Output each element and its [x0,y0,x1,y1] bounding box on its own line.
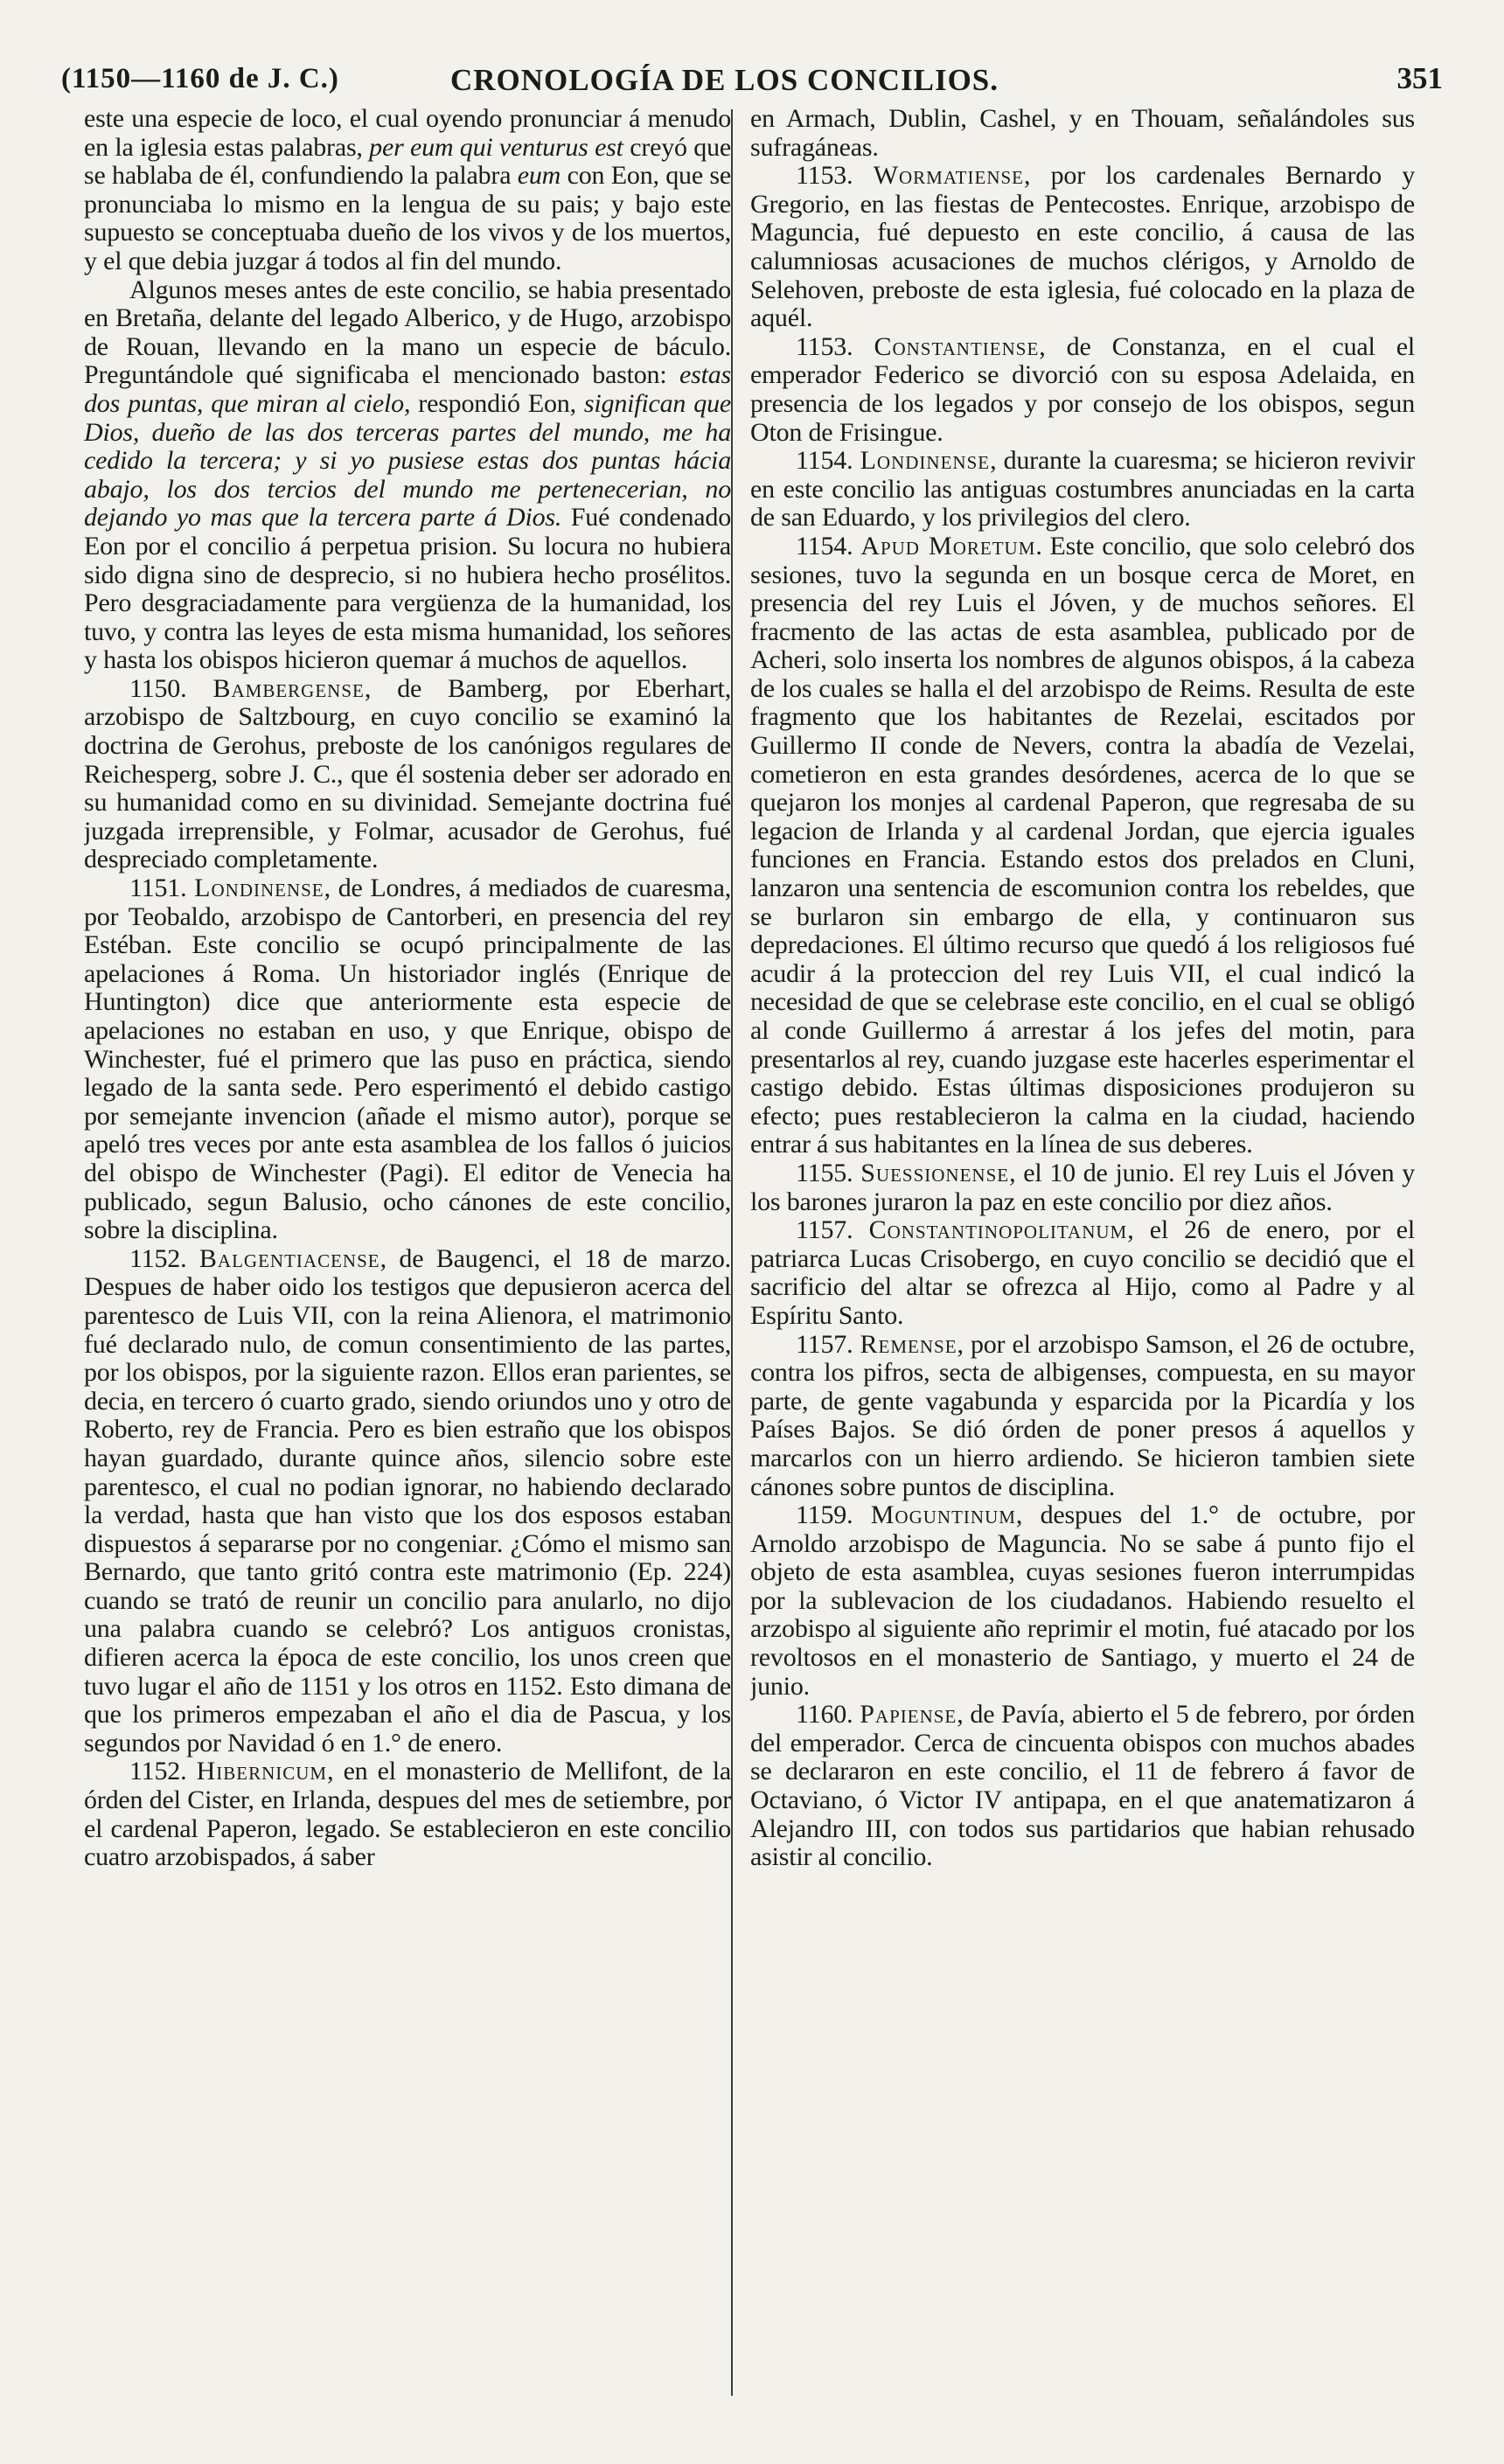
header-date-range: (1150—1160 de J. C.) [61,63,339,94]
entry-1153-wormatiense: 1153. Wormatiense, por los cardenales Bernardo y Gregorio, en las fiestas de Pentecostes. Enrique, arzobispo de Maguncia, fué depuesto en este concilio, á causa de las calumniosas acusaciones de muchos clérigos, y Arnoldo de Selehoven, preboste de esta iglesia, fué colocado en la plaza de aquél. [750,161,1415,333]
entry-1160: 1160. Papiense, de Pavía, abierto el 5 de febrero, por órden del emperador. Cerca de cincuenta obispos con muchos abades se declararon en este concilio, el 11 de febrero á favor de Octaviano, ó Victor IV antipapa, en el que anatematizaron á Alejandro III, con todos sus partidarios que habian rehusado asistir al concilio. [750,1700,1415,1872]
paragraph-continuation: en Armach, Dublin, Cashel, y en Thouam, señalándoles sus sufragáneas. [750,105,1415,162]
entry-1155: 1155. Suessionense, el 10 de junio. El rey Luis el Jóven y los barones juraron la paz en este concilio por diez años. [750,1158,1415,1216]
entry-1159: 1159. Moguntinum, despues del 1.° de octubre, por Arnoldo arzobispo de Maguncia. No se sabe á punto fijo el objeto de esta asamblea, cuyas sesiones fueron interrumpidas por la sublevacion de los ciudadanos. Habiendo resuelto el arzobispo al siguiente año reprimir el motin, fué atacado por los revoltosos en el monasterio de Santiago, y muerto el 24 de junio. [750,1500,1415,1701]
entry-1150: 1150. Bambergense, de Bamberg, por Eberhart, arzobispo de Saltzbourg, en cuyo concilio se examinó la doctrina de Gerohus, preboste de los canónigos regulares de Reichesperg, sobre J. C., que él sostenia deber ser adorado en su humanidad como en su divinidad. Semejante doctrina fué juzgada irreprensible, y Folmar, acusador de Gerohus, fué despreciado completamente. [84,673,731,874]
entry-1152-hibernicum: 1152. Hibernicum, en el monasterio de Mellifont, de la órden del Cister, en Irlanda, despues del mes de setiembre, por el cardenal Paperon, legado. Se establecieron en este concilio cuatro arzobispados, á saber [84,1757,731,1872]
paragraph-eon: Algunos meses antes de este concilio, se habia presentado en Bretaña, delante del legado Alberico, y de Hugo, arzobispo de Rouan, llevando en la mano un especie de báculo. Preguntándole qué significaba el mencionado baston: estas dos puntas, que miran al cielo, respondió Eon, significan que Dios, dueño de las dos terceras partes del mundo, me ha cedido la tercera; y si yo pusiese estas dos puntas hácia abajo, los dos tercios del mundo me pertenecerian, no dejando yo mas que la tercera parte á Dios. Fué condenado Eon por el concilio á perpetua prision. Su locura no hubiera sido digna sino de desprecio, si no hubiera hecho prosélitos. Pero desgraciadamente para vergüenza de la humanidad, los tuvo, y contra las leyes de esta misma humanidad, los señores y hasta los obispos hicieron quemar á muchos de aquellos. [84,275,731,675]
column-divider [731,109,733,2396]
paragraph-intro-continuation: este una especie de loco, el cual oyendo pronunciar á menudo en la iglesia estas palabras, per eum qui venturus est creyó que se hablaba de él, confundiendo la palabra eum con Eon, que se pronunciaba lo mismo en la lengua de su pais; y bajo este supuesto se conceptuaba dueño de los vivos y de los muertos, y el que debia juzgar á todos al fin del mundo. [84,105,731,275]
entry-1152-balgentiacense: 1152. Balgentiacense, de Baugenci, el 18 de marzo. Despues de haber oido los testigos que depusieron acerca del parentesco de Luis VII, con la reina Alienora, el matrimonio fué declarado nulo, de comun consentimiento de las partes, por los obispos, por la siguiente razon. Ellos eran parientes, se decia, en tercero ó cuarto grado, siendo oriundos uno y otro de Roberto, rey de Francia. Pero es bien estraño que los obispos hayan guardado, durante quince años, silencio sobre este parentesco, el cual no podian ignorar, no habiendo declarado la verdad, hasta que han visto que los dos esposos estaban dispuestos á separarse por no congeniar. ¿Cómo el mismo san Bernardo, que tanto gritó contra este matrimonio (Ep. 224) cuando se trató de reunir un concilio para anularlo, no dijo una palabra cuando se celebró? Los antiguos cronistas, difieren acerca la época de este concilio, los unos creen que tuvo lugar el año de 1151 y los otros en 1152. Esto dimana de que los primeros empezaban el año el dia de Pascua, y los segundos por Navidad ó en 1.° de enero. [84,1243,731,1758]
entry-1157-constantinopolitanum: 1157. Constantinopolitanum, el 26 de enero, por el patriarca Lucas Crisobergo, en cuyo concilio se decidió que el sacrificio del altar se ofrezca al Hijo, como al Padre y al Espíritu Santo. [750,1215,1415,1330]
header-title: CRONOLOGÍA DE LOS CONCILIOS. [450,63,999,97]
entry-1151: 1151. Londinense, de Londres, á mediados de cuaresma, por Teobaldo, arzobispo de Cantorberi, en presencia del rey Estéban. Este concilio se ocupó principalmente de las apelaciones á Roma. Un historiador inglés (Enrique de Huntington) dice que anteriormente esta especie de apelaciones no estaban en uso, y que Enrique, obispo de Winchester, fué el primero que las puso en práctica, siendo legado de la santa sede. Pero esperimentó el debido castigo por semejante invencion (añade el mismo autor), porque se apeló tres veces por ante esta asamblea de los fallos ó juicios del obispo de Winchester (Pagi). El editor de Venecia ha publicado, segun Balusio, ocho cánones de este concilio, sobre la disciplina. [84,874,731,1245]
right-column [750,105,1415,2405]
left-column [84,105,731,2405]
entry-1154-apud-moretum: 1154. Apud Moretum. Este concilio, que solo celebró dos sesiones, tuvo la segunda en un bosque cerca de Moret, en presencia del rey Luis el Jóven, y de muchos señores. El fracmento de las actas de esta asamblea, publicado por de Acheri, solo inserta los nombres de algunos obispos, á la cabeza de los cuales se halla el del arzobispo de Reims. Resulta de este fragmento que los habitantes de Rezelai, escitados por Guillermo II conde de Nevers, contra la abadía de Vezelai, cometieron en esta grandes desórdenes, acerca de lo que se quejaron los monjes al cardenal Paperon, que regresaba de su legacion de Irlanda y al cardenal Jordan, que ejercia iguales funciones en Francia. Estando estos dos prelados en Cluni, lanzaron una sentencia de escomunion contra los rebeldes, que se burlaron sin embargo de ella, y continuaron sus depredaciones. El último recurso que quedó á los religiosos fué acudir á la proteccion del rey Luis VII, el cual indicó la necesidad de que se celebrase este concilio, en el cual se obligó al conde Guillermo á arrestar á los jefes del motin, para presentarlos al rey, cuando juzgase este hacerles esperimentar el castigo debido. Estas últimas disposiciones produjeron su efecto; pues restablecieron la calma en la ciudad, haciendo entrar á sus habitantes en la línea de sus deberes. [750,531,1415,1159]
page-number: 351 [1396,61,1443,95]
entry-1153-constantiense: 1153. Constantiense, de Constanza, en el cual el emperador Federico se divorció con su esposa Adelaida, en presencia de los legados y por consejo de los obispos, segun Oton de Frisingue. [750,331,1415,447]
entry-1157-remense: 1157. Remense, por el arzobispo Samson, el 26 de octubre, contra los pifros, secta de albigenses, compuesta, en su mayor parte, de gente vagabunda y esparcida por la Picardía y los Países Bajos. Se dió órden de poner presos á aquellos y marcarlos con un hierro ardiendo. Se hicieron tambien siete cánones sobre puntos de disciplina. [750,1329,1415,1501]
entry-1154-londinense: 1154. Londinense, durante la cuaresma; se hicieron revivir en este concilio las antiguas costumbres anunciadas en la carta de san Eduardo, y los privilegios del clero. [750,446,1415,532]
running-header [61,52,1443,105]
